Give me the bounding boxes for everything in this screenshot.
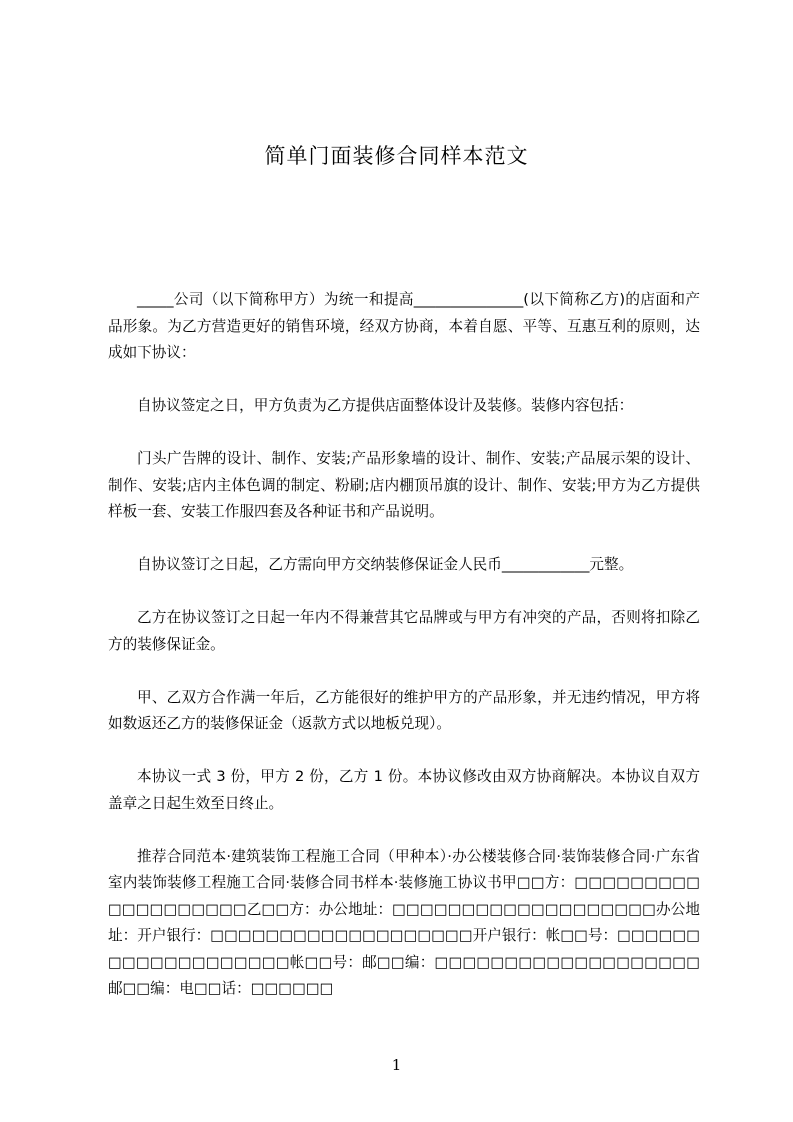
document-body <box>108 287 700 1003</box>
paragraph-refund: 甲、乙双方合作满一年后，乙方能很好的维护甲方的产品形象，并无违约情况，甲方将如数返还乙方的装修保证金（返款方式以地板兑现）。 <box>108 688 700 732</box>
paragraph-scope: 自协议签定之日，甲方负责为乙方提供店面整体设计及装修。装修内容包括： <box>137 397 634 414</box>
document-title: 简单门面装修合同样本范文 <box>264 144 529 168</box>
paragraph-copies: 本协议一式 3 份，甲方 2 份，乙方 1 份。本协议修改由双方协商解决。本协议自双方盖章之日起生效至日终止。 <box>108 768 700 812</box>
paragraph-intro: _____公司（以下简称甲方）为统一和提高_______________(以下简称乙方)的店面和产品形象。为乙方营造更好的销售环境，经双方协商，本着自愿、平等、互惠互利的原则，达成如下协议： <box>108 291 700 361</box>
paragraph-recommended: 推荐合同范本·建筑装饰工程施工合同（甲种本）·办公楼装修合同·装饰装修合同·广东省室内装饰装修工程施工合同·装修合同书样本·装修施工协议书甲□□方：□□□□□□□□□□□□□□□□□□□乙□□方：办公地址：□□□□□□□□□□□□□□□□□□□办公地址：开户银行：□□□□□□□□□□□□□□□□□□□开户银行：帐□□号：□□□□□□□□□□□□□□□□□□□帐□□号：邮□□编：□□□□□□□□□□□□□□□□□□□邮□□编：电□□话：□□□□□□ <box>108 847 700 997</box>
page-number: 1 <box>391 1056 402 1074</box>
paragraph-exclusivity: 乙方在协议签订之日起一年内不得兼营其它品牌或与甲方有冲突的产品，否则将扣除乙方的装修保证金。 <box>108 609 700 653</box>
paragraph-content: 门头广告牌的设计、制作、安装;产品形象墙的设计、制作、安装;产品展示架的设计、制作、安装;店内主体色调的制定、粉刷;店内棚顶吊旗的设计、制作、安装;甲方为乙方提供样板一套、安装工作服四套及各种证书和产品说明。 <box>108 450 700 520</box>
paragraph-deposit: 自协议签订之日起，乙方需向甲方交纳装修保证金人民币____________元整。 <box>137 556 634 573</box>
